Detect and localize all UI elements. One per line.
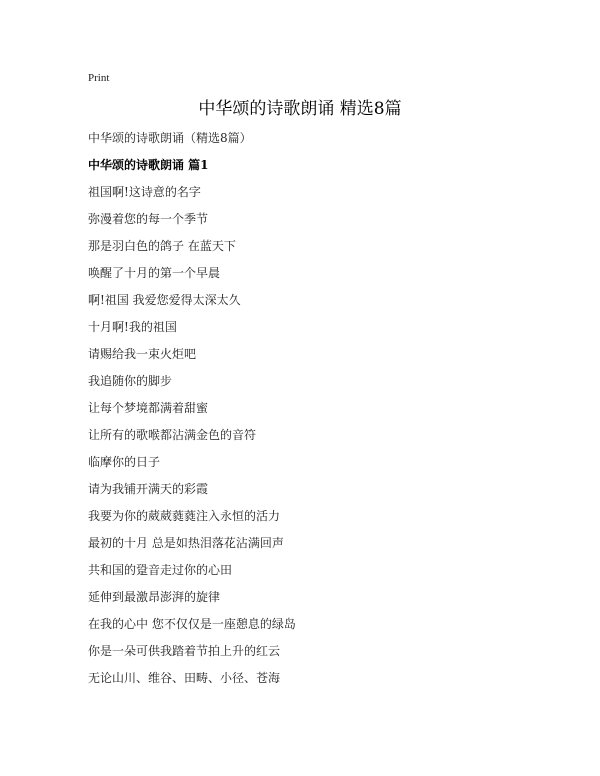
poem-line: 请赐给我一束火炬吧 xyxy=(88,347,197,361)
poem-line: 共和国的跫音走过你的心田 xyxy=(88,563,233,577)
poem-line: 最初的十月 总是如热泪落花沾满回声 xyxy=(88,536,284,550)
print-label: Print xyxy=(88,72,110,84)
poem-line: 我追随你的脚步 xyxy=(88,374,173,388)
poem-line: 唤醒了十月的第一个早晨 xyxy=(88,266,221,280)
poem-line: 祖国啊!这诗意的名字 xyxy=(88,185,201,199)
section-heading: 中华颂的诗歌朗诵 篇1 xyxy=(88,158,209,172)
poem-line: 无论山川、维谷、田畴、小径、苍海 xyxy=(88,671,281,685)
document-subtitle: 中华颂的诗歌朗诵（精选8篇） xyxy=(88,131,252,145)
poem-line: 让所有的歌喉都沾满金色的音符 xyxy=(88,428,257,442)
poem-line: 在我的心中 您不仅仅是一座憩息的绿岛 xyxy=(88,617,296,631)
poem-line: 临摩你的日子 xyxy=(88,455,161,469)
document-body xyxy=(88,130,568,697)
poem-line: 请为我铺开满天的彩霞 xyxy=(88,482,209,496)
poem-line: 我要为你的葳葳蕤蕤注入永恒的活力 xyxy=(88,509,281,523)
poem-line: 让每个梦境都满着甜蜜 xyxy=(88,401,209,415)
poem-line: 啊!祖国 我爱您爱得太深太久 xyxy=(88,293,241,307)
poem-line: 延伸到最激昂澎湃的旋律 xyxy=(88,590,221,604)
poem-line: 十月啊!我的祖国 xyxy=(88,320,177,334)
poem-line: 弥漫着您的每一个季节 xyxy=(88,212,209,226)
poem-line: 那是羽白色的鸽子 在蓝天下 xyxy=(88,239,236,253)
poem-line: 你是一朵可供我踏着节拍上升的红云 xyxy=(88,644,281,658)
page-title: 中华颂的诗歌朗诵 精选8篇 xyxy=(198,99,402,119)
